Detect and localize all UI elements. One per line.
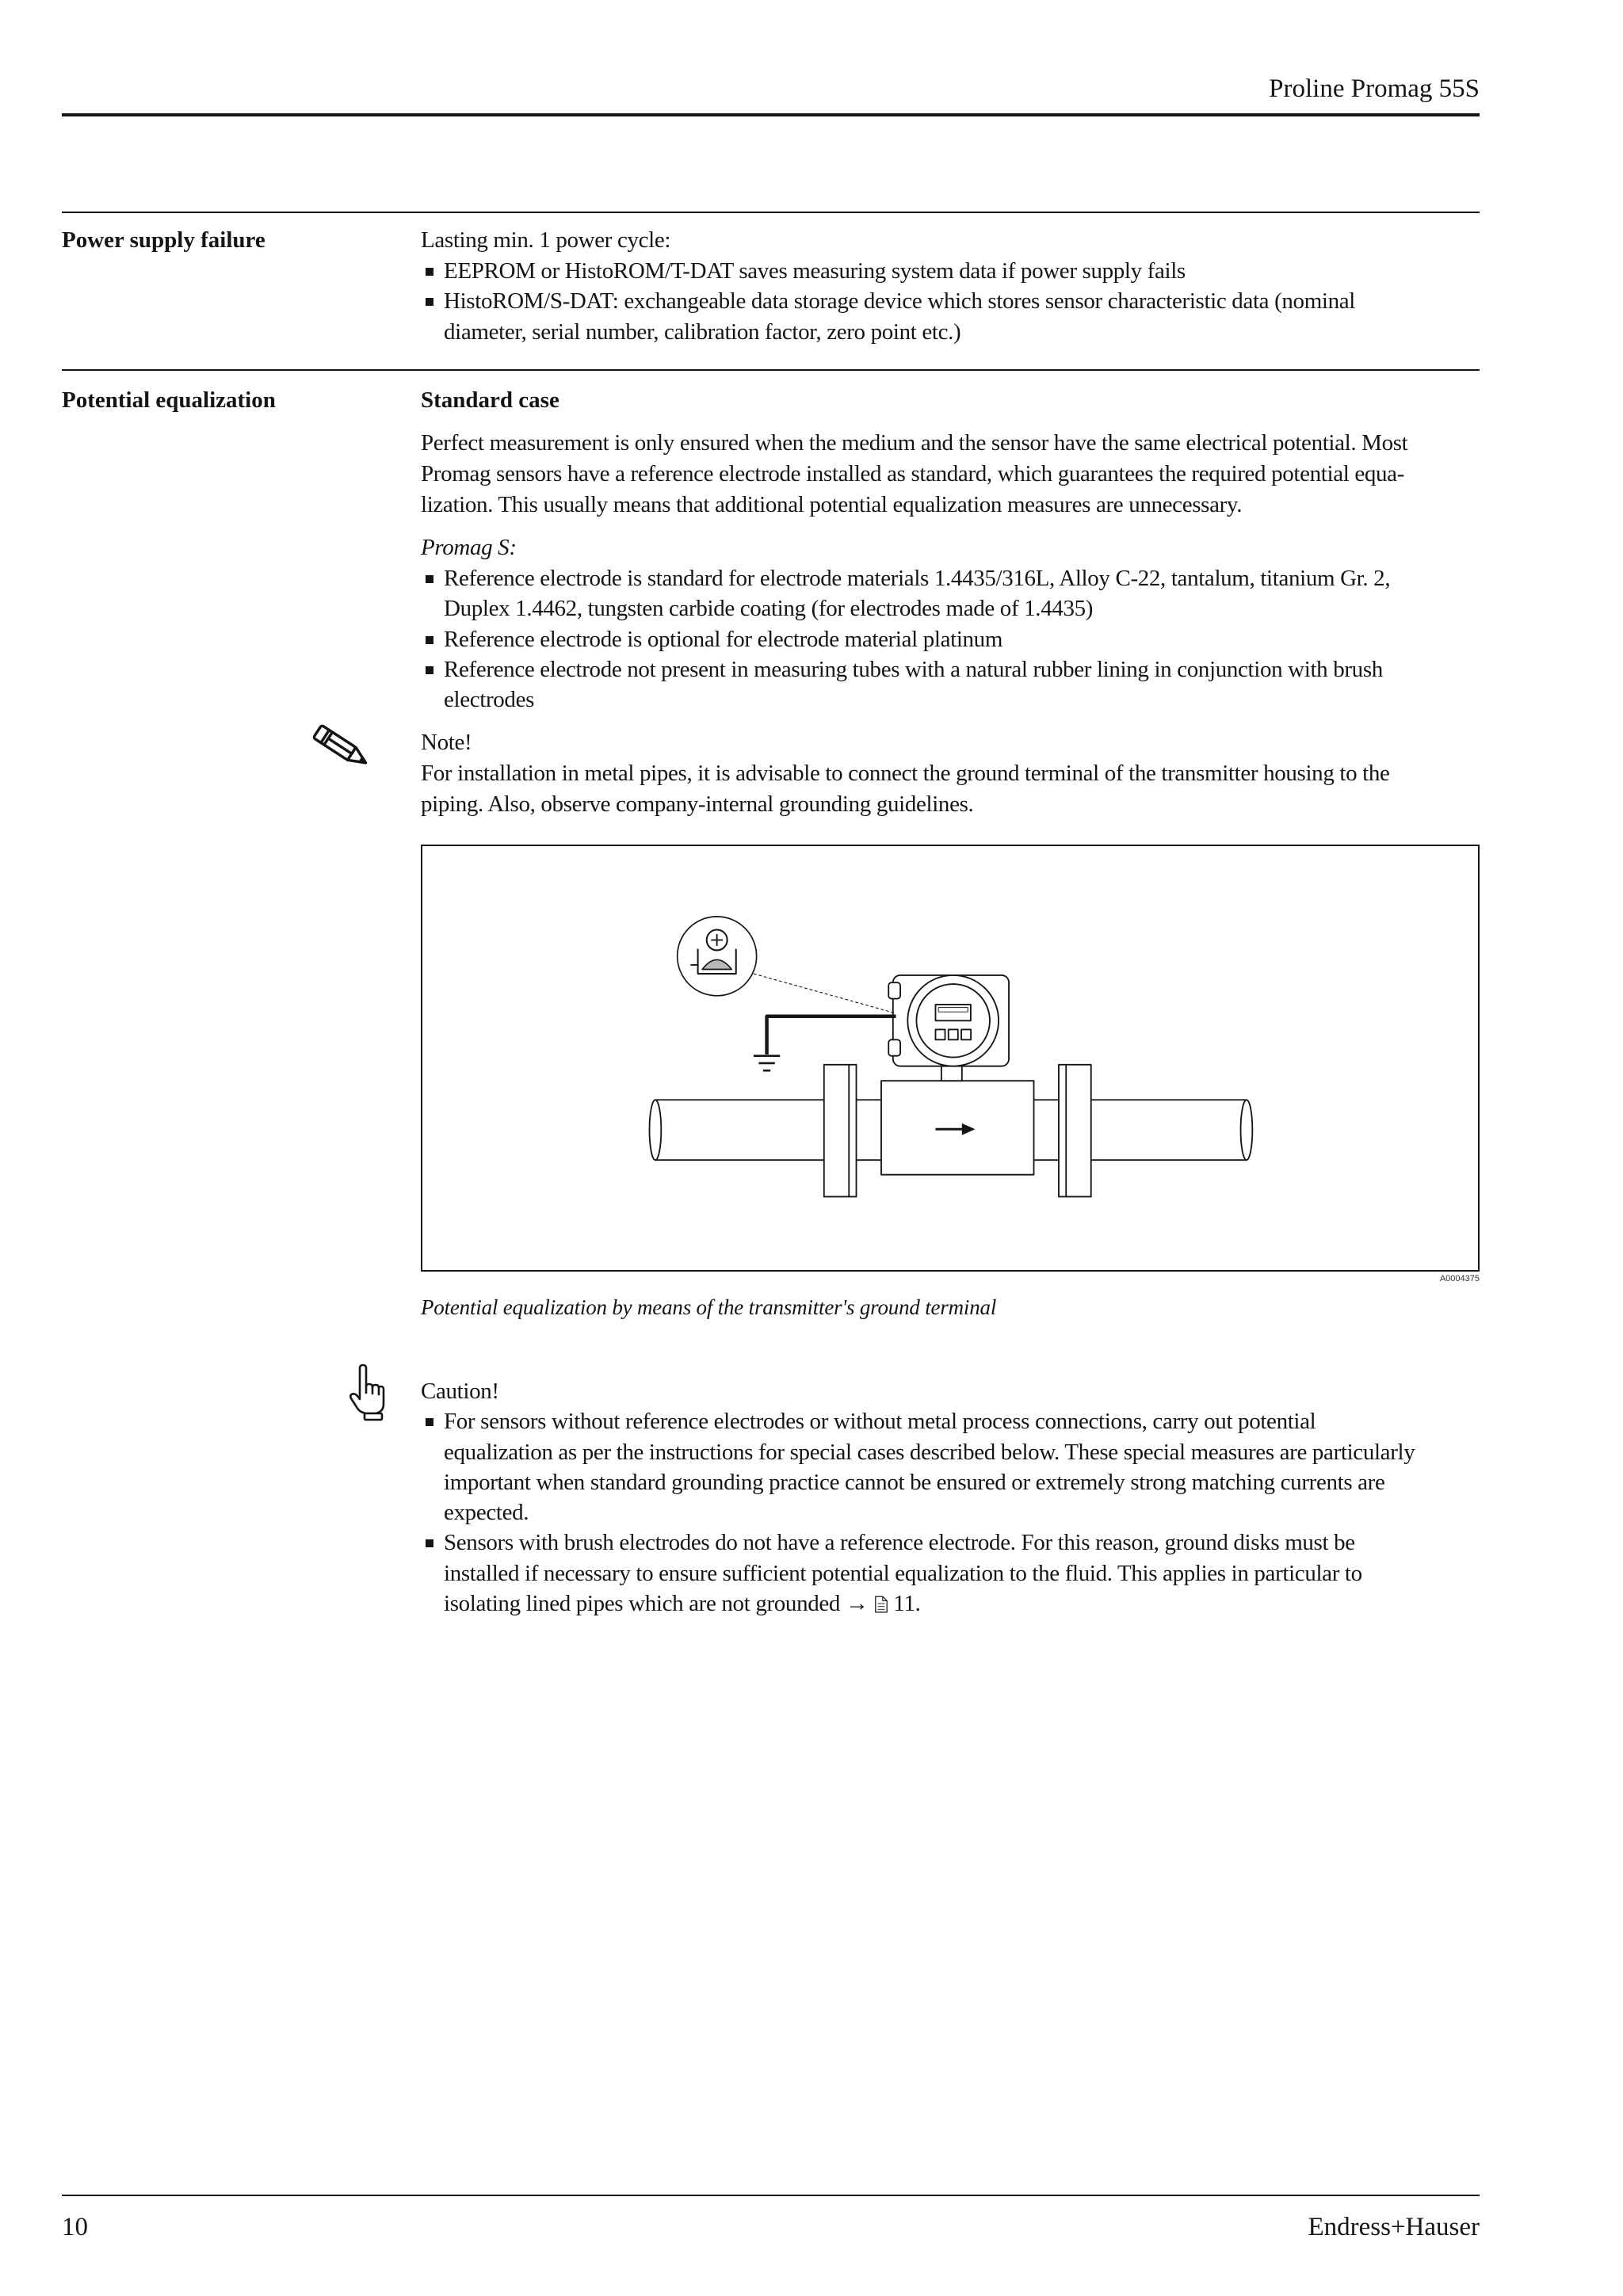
- promag-s-label: Promag S:: [421, 535, 517, 560]
- paragraph-line: Perfect measurement is only ensured when the medium and the sensor have the same electrical potential. Most: [421, 430, 1408, 456]
- sensor-body: [881, 1081, 1034, 1174]
- bullet-text-line: diameter, serial number, calibration factor, zero point etc.): [444, 318, 961, 345]
- bullet-marker: [426, 575, 433, 583]
- bullet-item: [421, 624, 1390, 654]
- flange-right: [1059, 1065, 1091, 1197]
- note-text-line: piping. Also, observe company-internal grounding guidelines.: [421, 791, 974, 817]
- section-divider: [62, 212, 1480, 213]
- caution-title: Caution!: [421, 1379, 499, 1404]
- bullet-text-line: Reference electrode is optional for electrode material platinum: [444, 626, 1003, 652]
- paragraph-line: lization. This usually means that additional potential equalization measures are unnecessary.: [421, 491, 1243, 517]
- pencil-note-icon: [308, 718, 375, 776]
- bullet-text-line: Sensors with brush electrodes do not have a reference electrode. For this reason, ground disks must be: [444, 1530, 1355, 1556]
- page-number: 10: [62, 2213, 88, 2241]
- section-divider: [62, 369, 1480, 371]
- reference-text: isolating lined pipes which are not grounded: [444, 1591, 841, 1617]
- note-block: [421, 727, 1390, 820]
- promag-s-bullet-list: [421, 563, 1390, 715]
- potential-equalization-diagram: [422, 846, 1478, 1270]
- bullet-text-line: electrodes: [444, 687, 535, 713]
- ground-terminal-detail: [678, 917, 757, 996]
- bullet-text-line: installed if necessary to ensure sufficient potential equalization to the fluid. This applies in particular to: [444, 1560, 1362, 1586]
- page-reference-icon: [874, 1595, 888, 1614]
- bullet-item: [421, 1406, 1415, 1527]
- bullet-item: [421, 286, 1355, 347]
- note-text-line: For installation in metal pipes, it is advisable to connect the ground terminal of the transmitter housing to the: [421, 761, 1390, 786]
- detail-leader-line: [754, 974, 896, 1013]
- figure-frame: [421, 845, 1480, 1272]
- bullet-text-line: Reference electrode is standard for electrode materials 1.4435/316L, Alloy C-22, tantalum, titanium Gr. 2,: [444, 566, 1391, 591]
- figure-caption: Potential equalization by means of the transmitter's ground terminal: [421, 1295, 997, 1319]
- subheading-standard-case: Standard case: [421, 387, 559, 413]
- section-label-potential-equalization: Potential equalization: [62, 387, 276, 413]
- footer-rule: [62, 2195, 1480, 2196]
- pipe-right: [1091, 1100, 1253, 1160]
- bullet-marker: [426, 1418, 433, 1426]
- power-supply-body: [421, 225, 1355, 347]
- pipe-left: [650, 1100, 824, 1160]
- bullet-text-line: HistoROM/S-DAT: exchangeable data storage device which stores sensor characteristic data (nominal: [444, 288, 1355, 315]
- flange-left: [824, 1065, 857, 1197]
- bullet-text-line: important when standard grounding practice cannot be ensured or extremely strong matching currents are: [444, 1469, 1385, 1495]
- paragraph-line: Promag sensors have a reference electrode installed as standard, which guarantees the required potential equa-: [421, 460, 1404, 486]
- bullet-marker: [426, 666, 433, 674]
- bullet-item: [421, 654, 1390, 715]
- bullet-marker: [426, 1539, 433, 1547]
- bullet-item: [421, 563, 1390, 624]
- bullet-item: [421, 1527, 1415, 1619]
- pointing-hand-icon: [346, 1363, 387, 1421]
- ground-cable: [767, 1016, 896, 1055]
- bullet-marker: [426, 636, 433, 644]
- section-label-power-supply-failure: Power supply failure: [62, 227, 265, 253]
- bullet-text-line: Reference electrode not present in measuring tubes with a natural rubber lining in conjunction with brush: [444, 656, 1383, 682]
- bullet-item: [421, 256, 1355, 287]
- header-title: Proline Promag 55S: [1269, 74, 1480, 103]
- bullet-text-line: equalization as per the instructions for special cases described below. These special measures are particularly: [444, 1439, 1415, 1465]
- bullet-text-line: For sensors without reference electrodes or without metal process connections, carry out potential: [444, 1409, 1316, 1435]
- ground-symbol-icon: [754, 1056, 780, 1071]
- caution-block: [421, 1376, 1415, 1619]
- bullet-text-line: expected.: [444, 1500, 529, 1526]
- bullet-text-line-with-reference: [444, 1589, 1415, 1619]
- note-title: Note!: [421, 730, 472, 755]
- bullet-text-line: EEPROM or HistoROM/T-DAT saves measuring system data if power supply fails: [444, 257, 1186, 284]
- figure-id: A0004375: [1439, 1274, 1480, 1283]
- footer-brand: Endress+Hauser: [1308, 2213, 1480, 2241]
- body-paragraph: [421, 428, 1407, 520]
- reference-page-number: 11.: [893, 1591, 921, 1617]
- bullet-marker: [426, 298, 433, 306]
- bullet-marker: [426, 268, 433, 276]
- reference-arrow: →: [845, 1591, 869, 1617]
- header-rule: [62, 113, 1480, 116]
- power-supply-intro: Lasting min. 1 power cycle:: [421, 227, 671, 253]
- bullet-text-line: Duplex 1.4462, tungsten carbide coating (for electrodes made of 1.4435): [444, 596, 1094, 622]
